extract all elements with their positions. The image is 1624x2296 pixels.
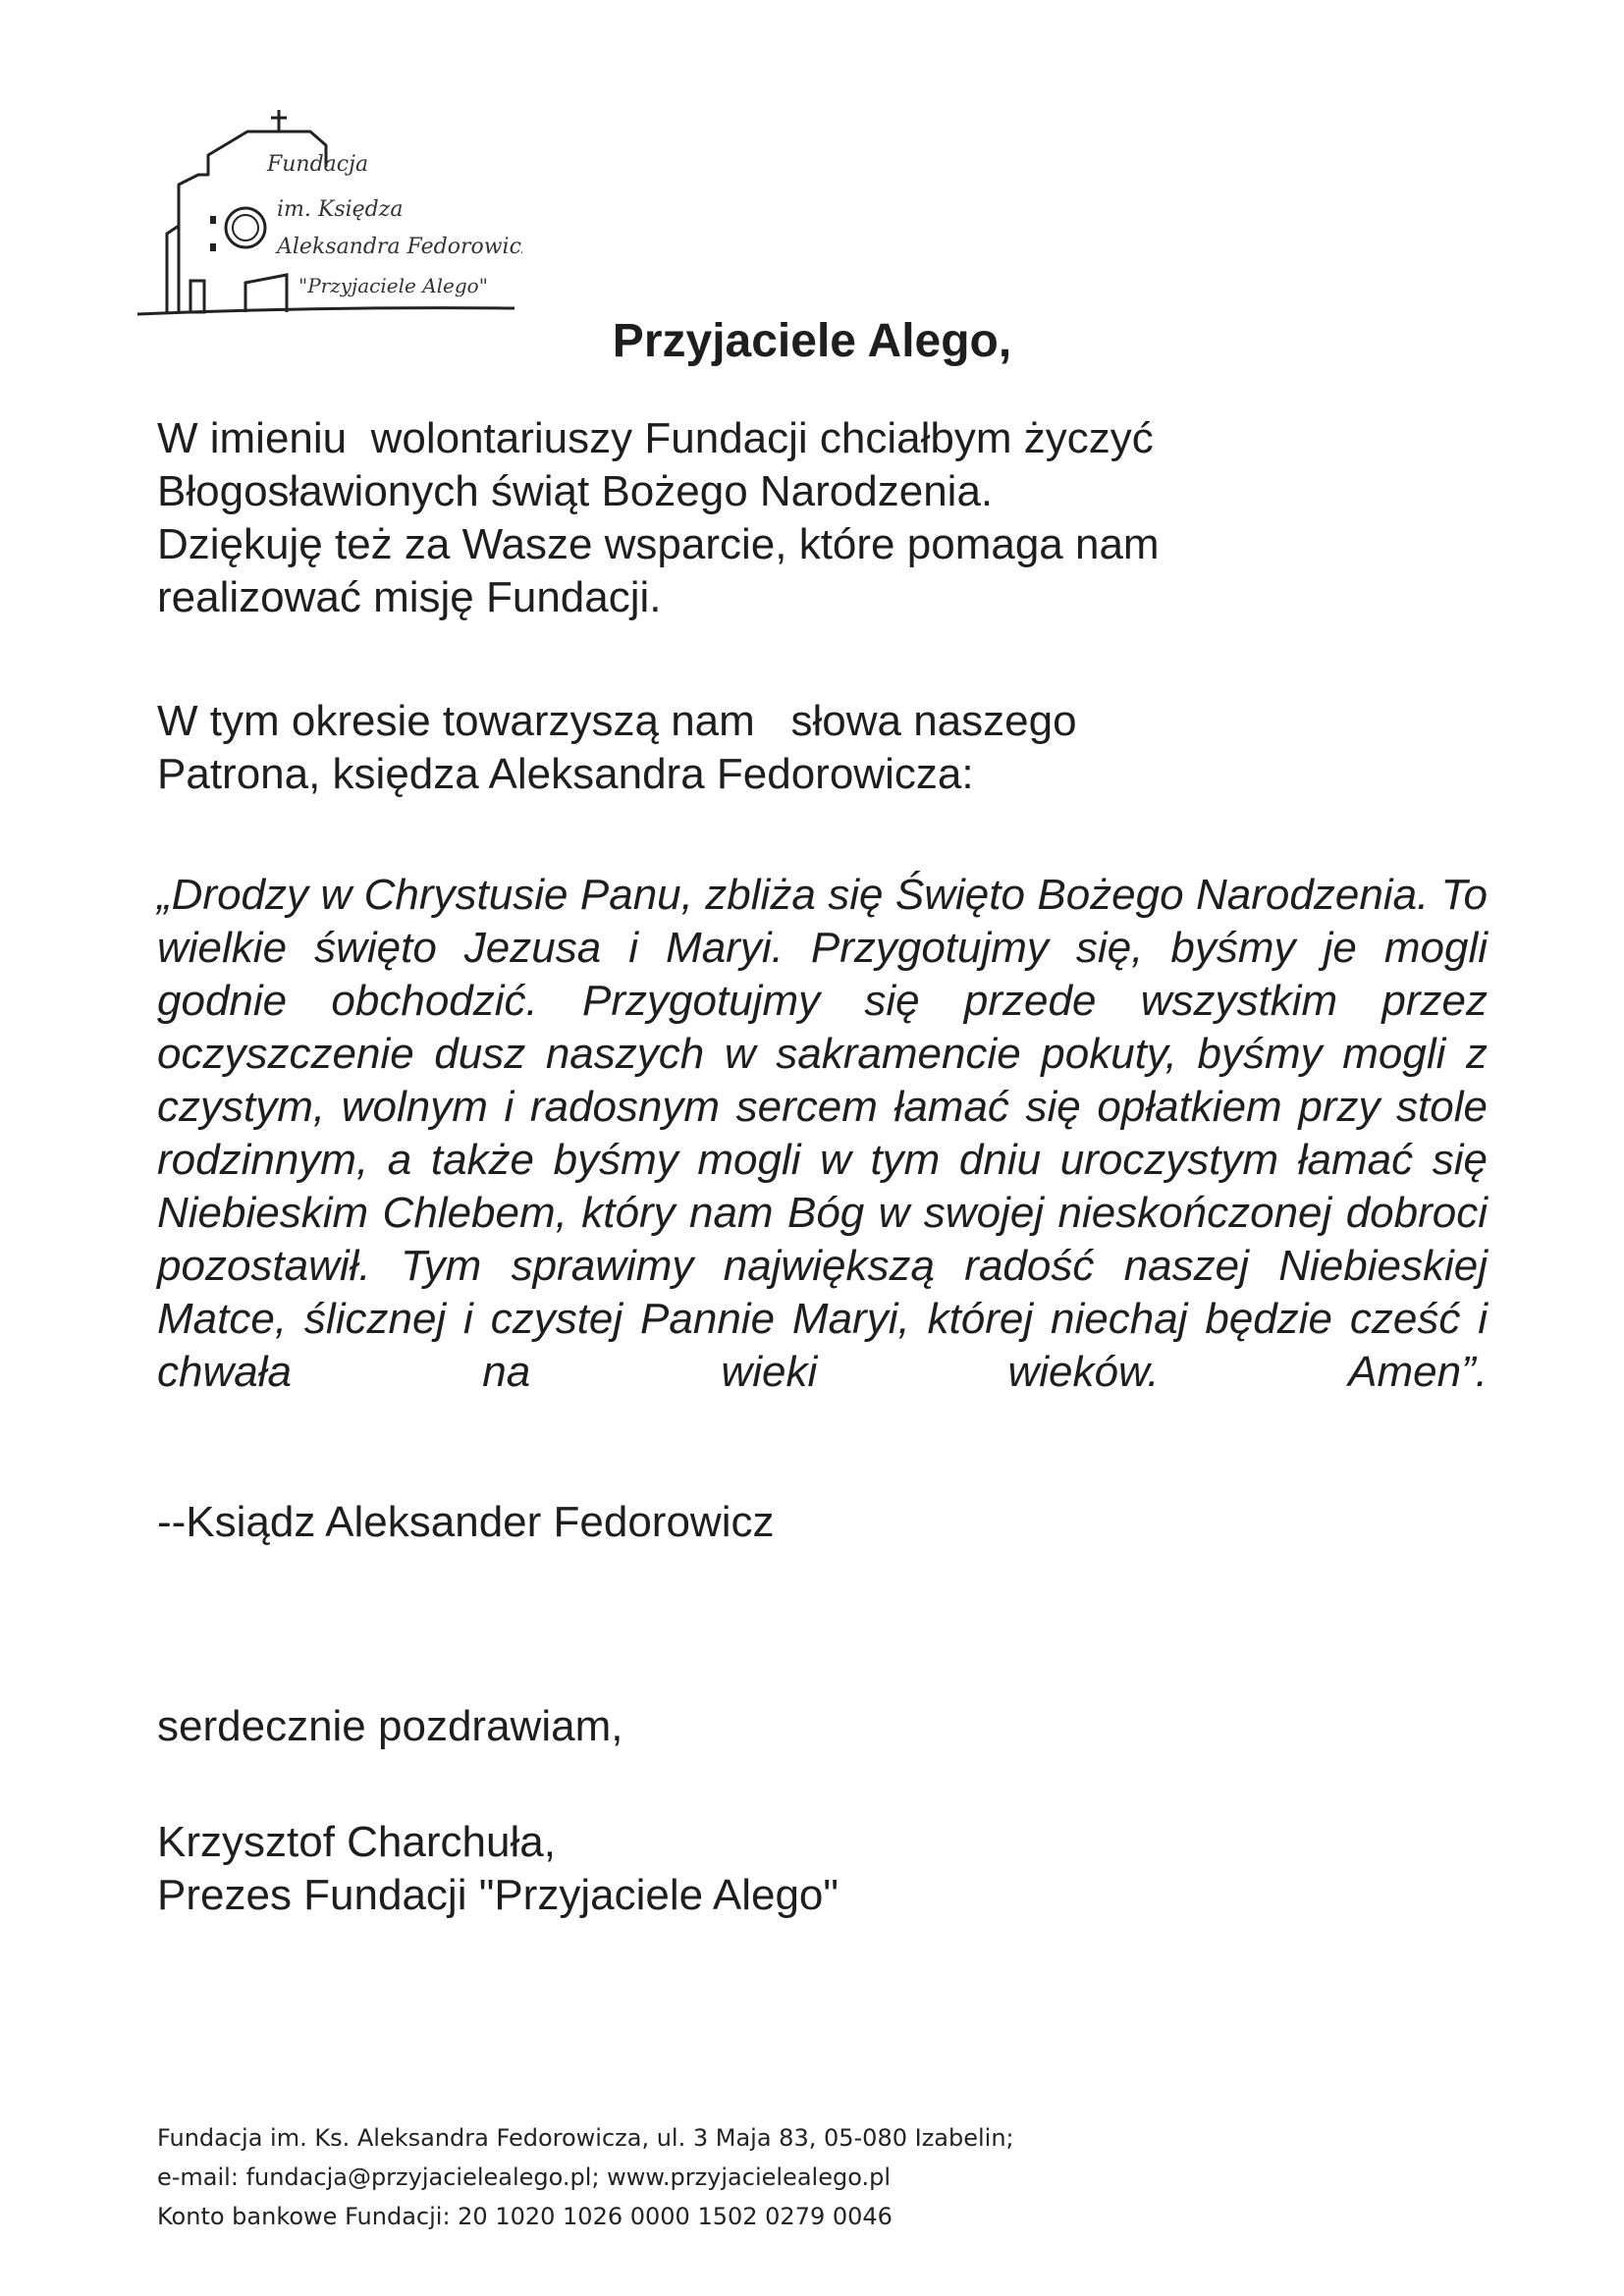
signature-block [157,1816,839,1922]
paragraph-line: Patrona, księdza Aleksandra Fedorowicza: [157,750,974,798]
footer-address: Fundacja im. Ks. Aleksandra Fedorowicza, ul. 3 Maja 83, 05-080 Izabelin; [157,2124,1014,2152]
signer-role: Prezes Fundacji "Przyjaciele Alego" [157,1871,839,1919]
paragraph-line: W imieniu wolontariuszy Fundacji chciałbym życzyć [157,414,1154,462]
closing-greeting: serdecznie pozdrawiam, [157,1702,623,1750]
paragraph-line: realizować misję Fundacji. [157,573,662,621]
paragraph-line: Dziękuję też za Wasze wsparcie, które pomaga nam [157,520,1160,568]
logo-line-3: Aleksandra Fedorowicza [277,235,522,259]
footer-bank-account: Konto bankowe Fundacji: 20 1020 1026 0000 1502 0279 0046 [157,2203,893,2230]
footer-contact: e-mail: fundacja@przyjacielealego.pl; www.przyjacielealego.pl [157,2163,891,2191]
logo-line-2: im. Księdza [277,197,404,222]
signer-name: Krzysztof Charchuła, [157,1818,556,1866]
logo-line-4: "Przyjaciele Alego" [298,274,488,297]
quote-author: --Ksiądz Aleksander Fedorowicz [157,1498,775,1546]
paragraph-intro [157,695,1483,801]
logo-line-1: Fundacja [267,152,369,177]
patron-quote: „Drodzy w Chrystusie Panu, zbliża się Święto Bożego Narodzenia. To wielkie święto Jezusa i Maryi. Przygotujmy się, byśmy je mogli godnie obchodzić. Przygotujmy się przede wszystkim przez oczyszczenie dusz naszych w sakramencie pokuty, byśmy mogli z czystym, wolnym i radosnym sercem łamać się opłatkiem przy stole rodzinnym, a także byśmy mogli w tym dniu uroczystym łamać się Niebieskim Chlebem, który nam Bóg w swojej nieskończonej dobroci pozostawił. Tym sprawimy największą radość naszej Niebieskiej Matce, ślicznej i czystej Pannie Maryi, której niechaj będzie cześć i chwała na wieki wieków. Amen”. [157,871,1488,1396]
letter-title: Przyjaciele Alego, [612,315,1012,367]
church-icon [130,106,522,322]
footer [157,2118,1014,2236]
paragraph-line: W tym okresie towarzyszą nam słowa naszego [157,697,1077,745]
paragraph-line: Błogosławionych świąt Bożego Narodzenia. [157,467,994,515]
foundation-logo [130,106,522,322]
paragraph-wishes [157,412,1483,624]
